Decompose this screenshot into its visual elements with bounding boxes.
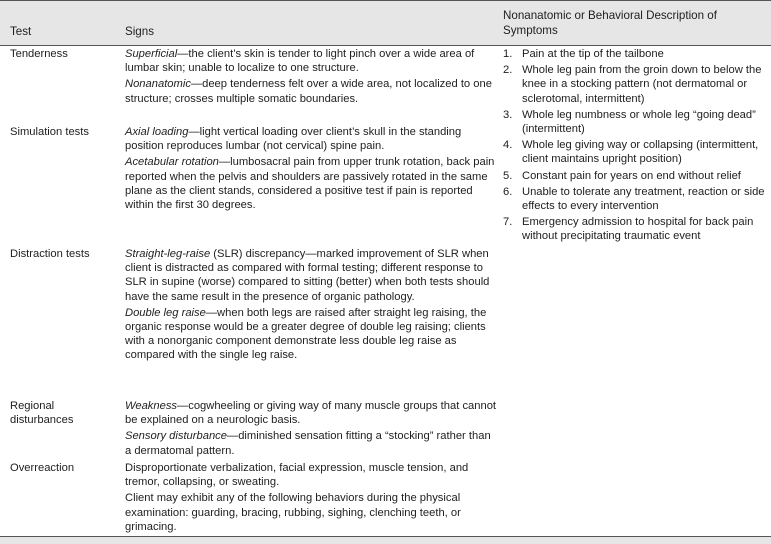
sign-text: Disproportionate verbalization, facial expression, muscle tension, and tremor, collapsing, or sweating. — [125, 462, 469, 489]
symptom-text: Constant pain for years on end without relief — [522, 169, 741, 182]
row-test-tenderness: Tenderness — [10, 48, 68, 60]
symptom-text: Whole leg pain from the groin down to below the knee in a stocking pattern (not dermatomal or sclerotomal, intermittent) — [522, 64, 762, 105]
symptom-text: Pain at the tip of the tailbone — [522, 48, 664, 60]
sign-term: Nonanatomic — [125, 78, 191, 91]
row-signs-overreaction — [125, 461, 499, 536]
symptom-item — [503, 108, 765, 136]
sign-term: Straight-leg-raise — [125, 248, 211, 260]
sign-term: Axial loading — [125, 126, 189, 138]
sign-text: —deep tenderness felt over a wide area, not localized to one structure; crosses multiple somatic boundaries. — [125, 78, 492, 105]
row-signs-tenderness — [125, 47, 499, 108]
sign-text: —lumbosacral pain from upper trunk rotation, back pain reported when the pelvis and shoulders are passively rotated in the same plane as the client stands, considered a positive test if pain is reported within the first 30 degrees. — [125, 156, 495, 212]
header-test: Test — [10, 25, 32, 38]
symptom-item — [503, 169, 765, 183]
sign-entry — [125, 399, 499, 427]
symptom-text: Emergency admission to hospital for back pain without precipitating traumatic event — [522, 216, 754, 243]
sign-text: —when both legs are raised after straight leg raising, the organic response would be a greater degree of double leg raising; clients with a nonorganic component demonstrate less double leg raise as compared with the single leg raise. — [125, 306, 487, 362]
symptom-item — [503, 63, 765, 106]
row-test-overreaction: Overreaction — [10, 462, 75, 474]
sign-text: (SLR) discrepancy—marked improvement of SLR when client is distracted as compared with formal testing; different response to SLR in supine (worse) compared to sitting (better) when both tests should have the same result in the presence of organic pathology. — [125, 248, 490, 303]
sign-term: Superficial — [125, 48, 178, 60]
sign-entry — [125, 491, 499, 534]
sign-entry — [125, 47, 499, 75]
row-test-distraction: Distraction tests — [10, 248, 90, 260]
header-signs: Signs — [125, 25, 155, 38]
sign-entry — [125, 461, 499, 489]
symptom-number: 3. — [503, 108, 513, 121]
symptom-item — [503, 138, 765, 166]
symptom-number: 5. — [503, 169, 513, 182]
sign-text: Client may exhibit any of the following behaviors during the physical examination: guarding, bracing, rubbing, sighing, clenching teeth, or grimacing. — [125, 492, 461, 533]
sign-entry — [125, 155, 499, 212]
symptom-text: Unable to tolerate any treatment, reaction or side effects to every intervention — [522, 185, 765, 213]
symptom-number: 1. — [503, 48, 513, 60]
symptom-text: Whole leg numbness or whole leg “going dead” (intermittent) — [522, 108, 756, 136]
sign-term: Weakness — [125, 400, 178, 412]
sign-text: —diminished sensation fitting a “stocking” rather than a dermatomal pattern. — [125, 430, 491, 457]
symptom-number: 2. — [503, 64, 513, 77]
row-signs-distraction — [125, 247, 499, 365]
sign-entry — [125, 125, 499, 153]
table-header — [0, 0, 771, 46]
symptom-item — [503, 47, 765, 61]
sign-entry — [125, 77, 499, 105]
symptom-text: Whole leg giving way or collapsing (intermittent, client maintains upright position) — [522, 139, 759, 166]
row-test-simulation: Simulation tests — [10, 126, 89, 138]
symptom-number: 4. — [503, 139, 513, 152]
sign-text: —the client’s skin is tender to light pinch over a wide area of lumbar skin; unable to localize to one structure. — [125, 48, 475, 75]
header-symptoms: Nonanatomic or Behavioral Description of Symptoms — [503, 9, 717, 37]
row-test-regional: Regional disturbances — [10, 400, 74, 427]
sign-text: —light vertical loading over client’s skull in the standing position reproduces lumbar (not cervical) spine pain. — [125, 126, 462, 153]
sign-entry — [125, 247, 499, 304]
sign-text: —cogwheeling or giving way of many muscle groups that cannot be explained on a neurologic basis. — [125, 400, 497, 427]
symptom-item — [503, 185, 765, 213]
symptom-item — [503, 215, 765, 243]
row-signs-simulation — [125, 125, 499, 214]
symptom-number: 7. — [503, 216, 513, 229]
sign-term: Sensory disturbance — [125, 430, 227, 443]
symptoms-list — [503, 47, 765, 246]
sign-term: Double leg raise — [125, 306, 206, 319]
sign-entry — [125, 306, 499, 363]
sign-entry — [125, 429, 499, 457]
symptom-number: 6. — [503, 185, 513, 198]
sign-term: Acetabular rotation — [125, 156, 219, 169]
row-signs-regional — [125, 399, 499, 460]
